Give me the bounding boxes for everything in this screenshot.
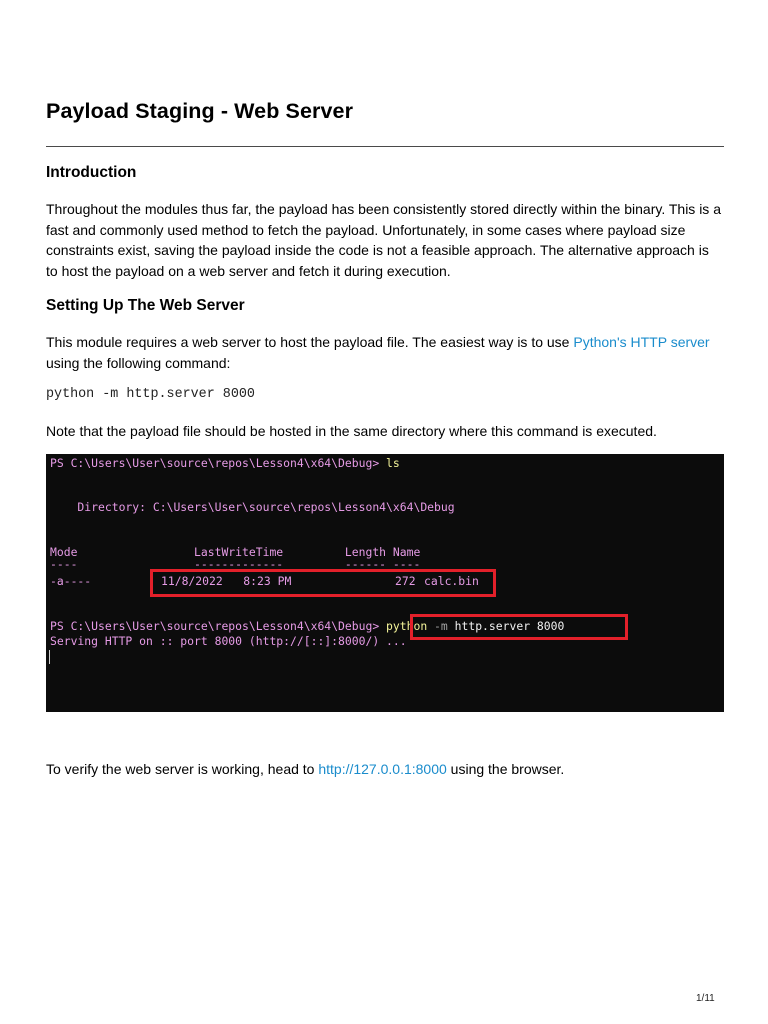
terminal-command-flag: -m xyxy=(427,619,448,633)
terminal-row-date: 11/8/2022 8:23 PM xyxy=(161,574,292,588)
terminal-command-ls: ls xyxy=(386,456,400,470)
setup-paragraph xyxy=(46,332,724,373)
note-paragraph: Note that the payload file should be hosted in the same directory where this command is executed. xyxy=(46,423,657,439)
terminal-screenshot xyxy=(46,454,724,712)
terminal-row-mode: -a---- xyxy=(50,574,92,588)
setup-heading: Setting Up The Web Server xyxy=(46,297,245,314)
terminal-serving: Serving HTTP on :: port 8000 (http://[::]:8000/) ... xyxy=(50,634,407,648)
terminal-underline: ---- ------------- ------ ---- xyxy=(50,557,421,571)
highlight-python-command xyxy=(410,614,628,640)
python-http-server-link[interactable]: Python's HTTP server xyxy=(573,334,710,350)
terminal-row-name: calc.bin xyxy=(424,574,479,588)
terminal-command-python: python xyxy=(386,619,428,633)
highlight-file-row xyxy=(150,569,496,597)
setup-text-before: This module requires a web server to host the payload file. The easiest way is to use xyxy=(46,334,574,350)
terminal-command-args: http.server 8000 xyxy=(447,619,565,633)
title-divider xyxy=(46,146,724,147)
verify-text-before: To verify the web server is working, head to xyxy=(46,761,319,777)
localhost-link[interactable]: http://127.0.0.1:8000 xyxy=(318,761,447,777)
page-number: 1/11 xyxy=(696,993,715,1004)
terminal-directory: Directory: C:\Users\User\source\repos\Lesson4\x64\Debug xyxy=(50,500,455,514)
page-title: Payload Staging - Web Server xyxy=(46,99,354,123)
terminal-cursor xyxy=(49,650,50,664)
verify-paragraph xyxy=(46,759,724,780)
terminal-row-size: 272 xyxy=(395,574,416,588)
terminal-header: Mode LastWriteTime Length Name xyxy=(50,545,421,559)
terminal-prompt-2: PS C:\Users\User\source\repos\Lesson4\x64\Debug> xyxy=(50,619,387,633)
command-code: python -m http.server 8000 xyxy=(46,387,255,402)
setup-text-after: using the following command: xyxy=(46,354,231,371)
verify-text-after: using the browser. xyxy=(446,761,565,777)
intro-paragraph: Throughout the modules thus far, the payload has been consistently stored directly within the binary. This is a fast and commonly used method to fetch the payload. Unfortunately, in some cases where payload size constraints exist, saving the payload inside the code is not a feasible approach. The alternative approach is to host the payload on a web server and fetch it during execution. xyxy=(46,201,721,279)
terminal-line-ls xyxy=(50,456,400,471)
terminal-prompt: PS C:\Users\User\source\repos\Lesson4\x64\Debug> xyxy=(50,456,387,470)
intro-heading: Introduction xyxy=(46,164,137,181)
